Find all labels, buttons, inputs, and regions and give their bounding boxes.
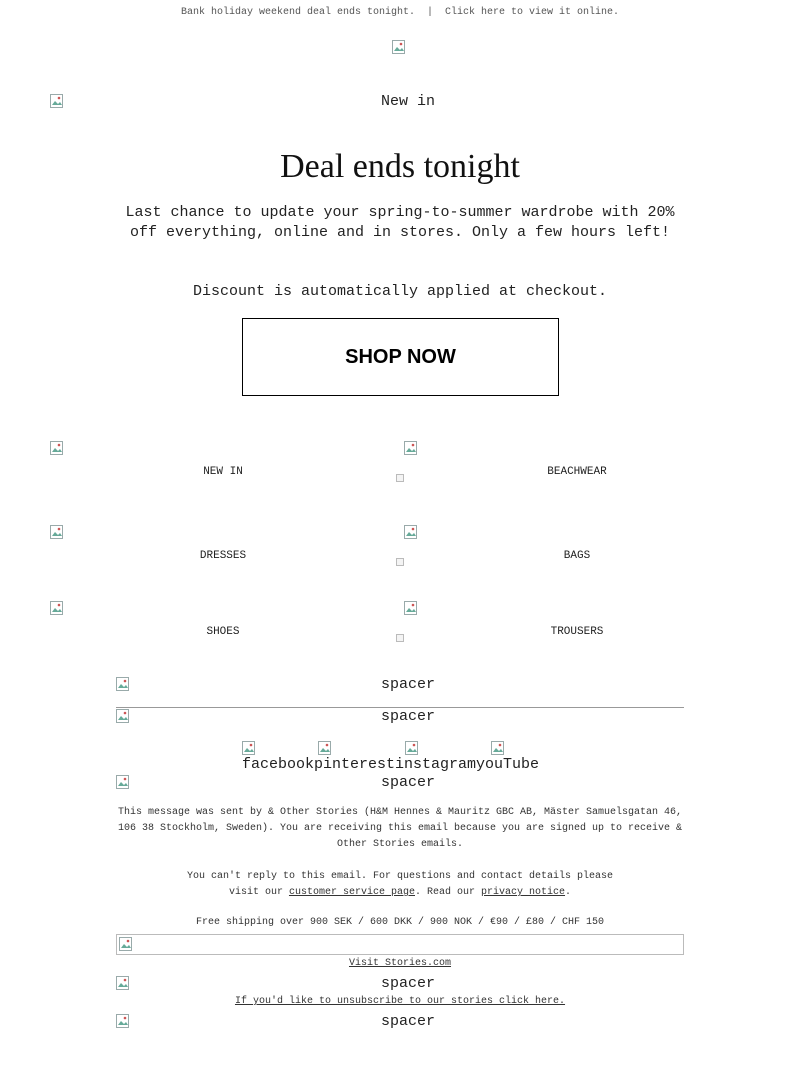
spacer-image-icon [396, 634, 404, 642]
preheader-deal-text: Bank holiday weekend deal ends tonight. [180, 7, 415, 18]
footer-contact-mid: . Read our [415, 887, 482, 898]
spacer-alt: spacer [380, 708, 435, 725]
category-image-icon[interactable] [404, 525, 420, 541]
unsubscribe-row [0, 996, 800, 1007]
spacer-image-icon [396, 474, 404, 482]
preheader-separator: | [427, 7, 434, 18]
banner-image-box[interactable] [116, 934, 684, 955]
footer-contact-pre: You can't reply to this email. For questions and contact details please visit our [186, 871, 614, 898]
shop-now-button[interactable] [242, 318, 559, 396]
category-image-icon[interactable] [404, 601, 420, 617]
visit-stories-link[interactable]: Visit Stories.com [348, 958, 452, 969]
category-image-icon[interactable] [50, 601, 66, 617]
shop-now-label: SHOP NOW [345, 346, 456, 368]
category-trousers[interactable]: TROUSERS [550, 626, 604, 638]
footer-legal: This message was sent by & Other Stories (H&M Hennes & Mauritz GBC AB, Mäster Samuelsgatan 46, 106 38 Stockholm, Sweden). You are receiving this email because you are signed up to receive & Other Stories emails. [117, 807, 683, 850]
spacer-alt: spacer [380, 774, 435, 791]
category-image-icon[interactable] [404, 441, 420, 457]
category-image-icon[interactable] [50, 441, 66, 457]
hero-image-alt: New in [380, 93, 435, 110]
customer-service-link[interactable]: customer service page [288, 887, 415, 898]
privacy-notice-link[interactable]: privacy notice [481, 887, 566, 898]
footer-contact-post: . [565, 887, 572, 898]
spacer-image-icon [396, 558, 404, 566]
discount-note: Discount is automatically applied at checkout. [192, 283, 608, 300]
logo-image-icon[interactable] [392, 40, 408, 56]
banner-image-icon [119, 937, 135, 953]
instagram-icon[interactable] [405, 741, 421, 757]
social-links [242, 756, 539, 773]
pinterest-icon[interactable] [318, 741, 334, 757]
category-beachwear[interactable]: BEACHWEAR [547, 466, 607, 478]
unsubscribe-link[interactable]: If you'd like to unsubscribe to our stories click here. [234, 996, 566, 1007]
visit-link-row [0, 958, 800, 969]
preheader [0, 7, 800, 18]
body-paragraph: Last chance to update your spring-to-summer wardrobe with 20% off everything, online and in stores. Only a few hours left! [125, 204, 675, 241]
footer-contact [180, 869, 620, 901]
category-shoes[interactable]: SHOES [206, 626, 240, 638]
instagram-link[interactable]: instagram [395, 756, 477, 773]
spacer-alt: spacer [380, 676, 435, 693]
category-new-in[interactable]: NEW IN [203, 466, 243, 478]
facebook-icon[interactable] [242, 741, 258, 757]
category-image-icon[interactable] [50, 525, 66, 541]
category-bags[interactable]: BAGS [563, 550, 591, 562]
shipping-note: Free shipping over 900 SEK / 600 DKK / 900 NOK / €90 / £80 / CHF 150 [195, 917, 605, 928]
category-dresses[interactable]: DRESSES [199, 550, 247, 562]
pinterest-link[interactable]: pinterest [314, 756, 396, 773]
youtube-link[interactable]: youTube [476, 756, 540, 773]
headline: Deal ends tonight [280, 148, 520, 185]
spacer-alt: spacer [380, 1013, 435, 1030]
spacer-alt: spacer [380, 975, 435, 992]
facebook-link[interactable]: facebook [242, 756, 315, 773]
youtube-icon[interactable] [491, 741, 507, 757]
view-online-link[interactable]: Click here to view it online. [445, 7, 620, 18]
